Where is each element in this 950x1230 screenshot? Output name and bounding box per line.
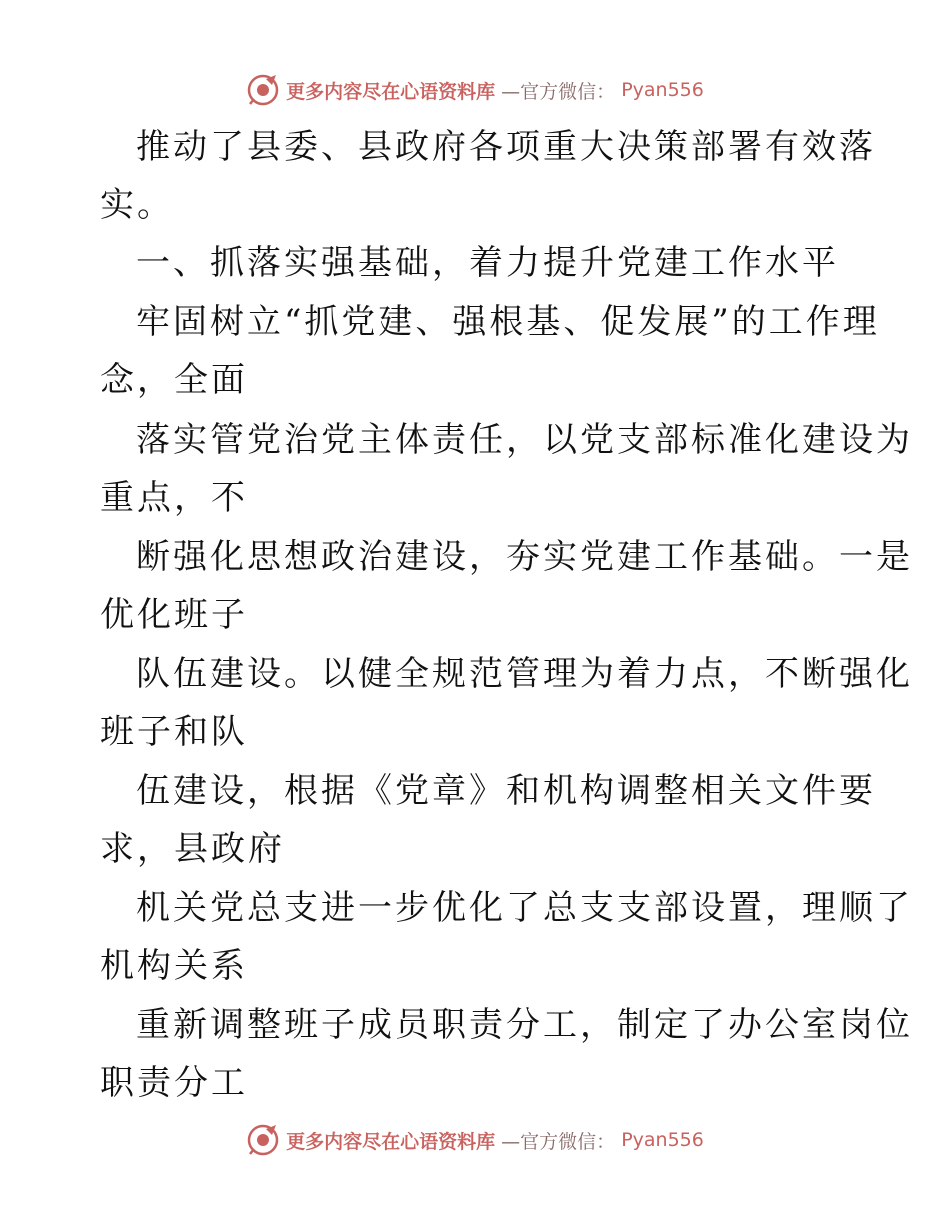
banner-title: 更多内容尽在心语资料库 — [286, 1130, 496, 1153]
paragraph-line: 断强化思想政治建设，夯实党建工作基础。一是 — [136, 537, 913, 577]
banner-wechat-id: Pyan556 — [621, 1129, 704, 1151]
seal-logo-icon — [246, 1123, 280, 1157]
paragraph-line: 推动了县委、县政府各项重大决策部署有效落 — [136, 127, 876, 167]
paragraph-line: 牢固树立“抓党建、强根基、促发展”的工作理 — [136, 302, 880, 342]
seal-logo-icon — [246, 73, 280, 107]
paragraph-line: 落实管党治党主体责任，以党支部标准化建设为 — [136, 420, 913, 460]
paragraph-line: 重点，不 — [100, 478, 248, 518]
paragraph-line: 优化班子 — [100, 595, 248, 635]
paragraph-line: 机关党总支进一步优化了总支支部设置，理顺了 — [136, 888, 913, 928]
banner-wechat-label: —官方微信： — [501, 80, 616, 103]
footer-watermark-banner — [0, 1120, 950, 1160]
paragraph-line: 求，县政府 — [100, 829, 285, 869]
paragraph-line: 职责分工 — [100, 1063, 248, 1103]
banner-title: 更多内容尽在心语资料库 — [286, 80, 496, 103]
paragraph-line: 队伍建设。以健全规范管理为着力点，不断强化 — [136, 654, 913, 694]
header-watermark-banner — [0, 70, 950, 110]
paragraph-line: 念，全面 — [100, 360, 248, 400]
paragraph-line: 伍建设，根据《党章》和机构调整相关文件要 — [136, 771, 876, 811]
section-heading: 一、抓落实强基础，着力提升党建工作水平 — [136, 243, 839, 283]
paragraph-line: 班子和队 — [100, 712, 248, 752]
paragraph-line: 实。 — [100, 185, 174, 225]
paragraph-line: 重新调整班子成员职责分工，制定了办公室岗位 — [136, 1005, 913, 1045]
banner-wechat-label: —官方微信： — [501, 1130, 616, 1153]
banner-wechat-id: Pyan556 — [621, 79, 704, 101]
paragraph-line: 机构关系 — [100, 946, 248, 986]
